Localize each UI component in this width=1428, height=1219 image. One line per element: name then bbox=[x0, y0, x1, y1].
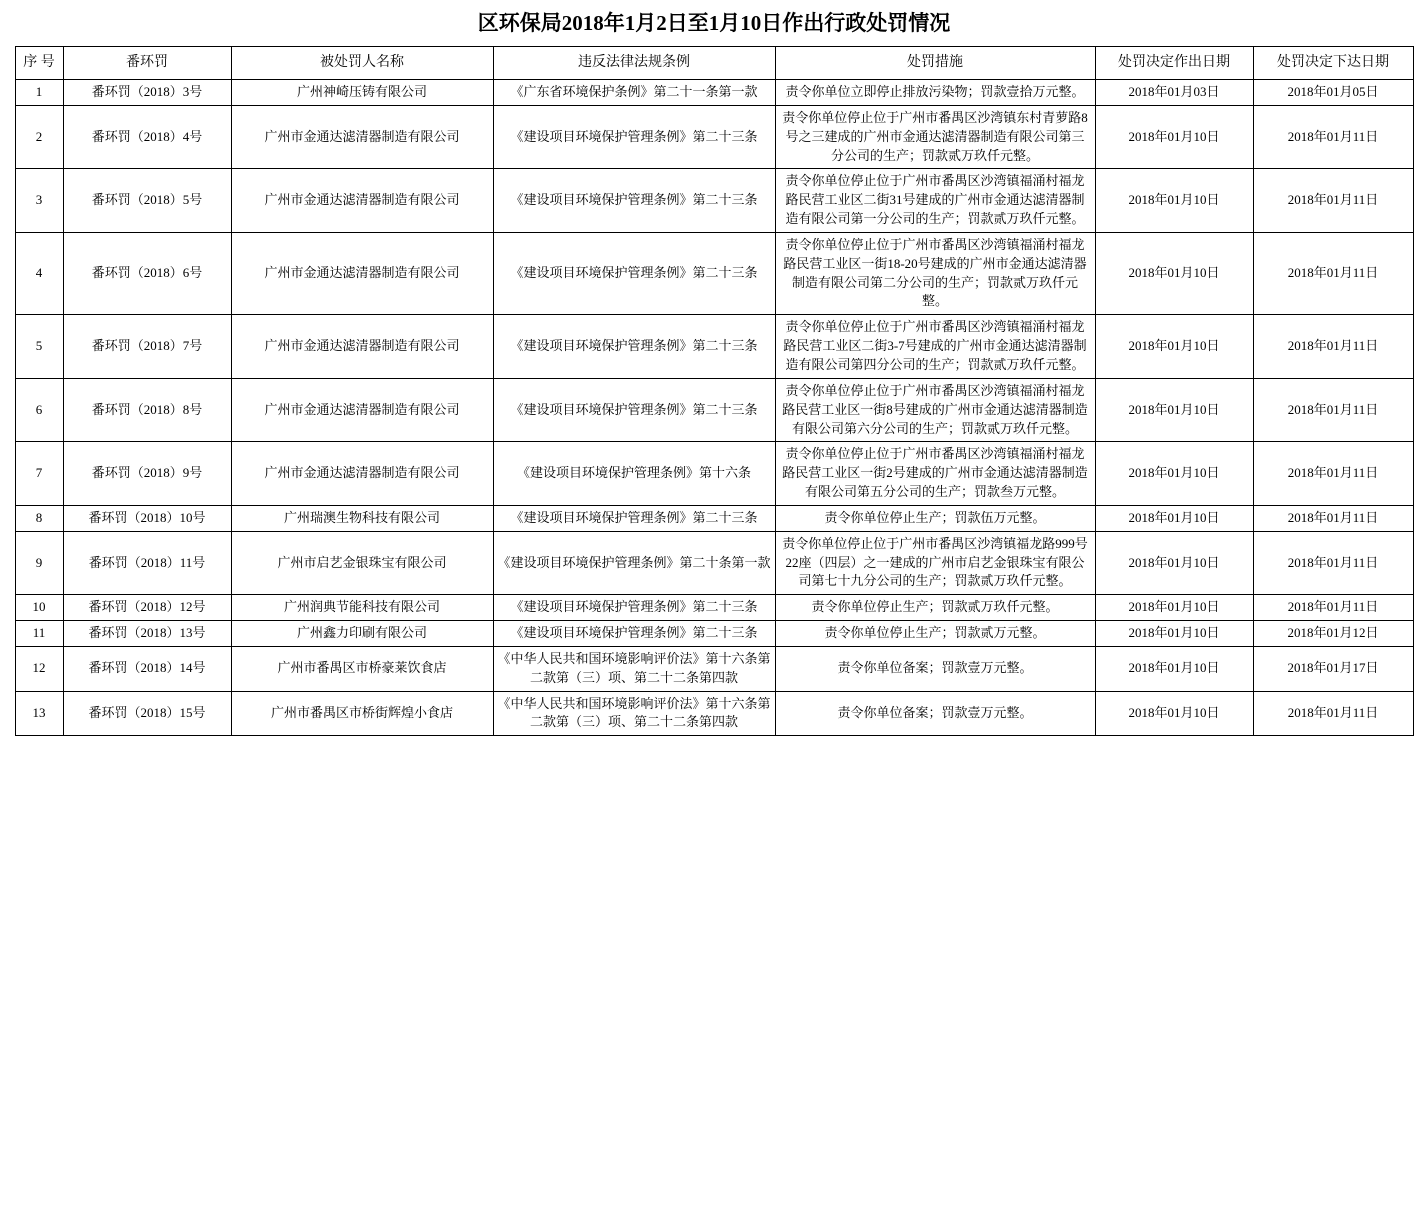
cell-decision-date: 2018年01月10日 bbox=[1095, 505, 1253, 531]
table-row bbox=[15, 315, 1413, 379]
cell-index: 7 bbox=[15, 442, 63, 506]
column-header-delivery-date: 处罚决定下达日期 bbox=[1253, 47, 1413, 80]
cell-delivery-date: 2018年01月11日 bbox=[1253, 378, 1413, 442]
table-row bbox=[15, 378, 1413, 442]
cell-decision-date: 2018年01月10日 bbox=[1095, 232, 1253, 314]
cell-name: 广州市金通达滤清器制造有限公司 bbox=[231, 378, 493, 442]
cell-name: 广州市金通达滤清器制造有限公司 bbox=[231, 232, 493, 314]
cell-decision-date: 2018年01月10日 bbox=[1095, 691, 1253, 736]
table-row bbox=[15, 232, 1413, 314]
cell-law: 《建设项目环境保护管理条例》第十六条 bbox=[493, 442, 775, 506]
cell-measure: 责令你单位停止生产；罚款贰万元整。 bbox=[775, 621, 1095, 647]
cell-decision-date: 2018年01月10日 bbox=[1095, 646, 1253, 691]
table-header-row bbox=[15, 47, 1413, 80]
column-header-measure: 处罚措施 bbox=[775, 47, 1095, 80]
column-header-decision-date: 处罚决定作出日期 bbox=[1095, 47, 1253, 80]
cell-measure: 责令你单位备案；罚款壹万元整。 bbox=[775, 691, 1095, 736]
cell-docno: 番环罚（2018）12号 bbox=[63, 595, 231, 621]
cell-docno: 番环罚（2018）11号 bbox=[63, 531, 231, 595]
column-header-index: 序 号 bbox=[15, 47, 63, 80]
cell-law: 《建设项目环境保护管理条例》第二十条第一款 bbox=[493, 531, 775, 595]
cell-decision-date: 2018年01月10日 bbox=[1095, 378, 1253, 442]
cell-name: 广州市金通达滤清器制造有限公司 bbox=[231, 442, 493, 506]
cell-docno: 番环罚（2018）9号 bbox=[63, 442, 231, 506]
cell-measure: 责令你单位备案；罚款壹万元整。 bbox=[775, 646, 1095, 691]
cell-index: 9 bbox=[15, 531, 63, 595]
table-row bbox=[15, 621, 1413, 647]
cell-measure: 责令你单位停止位于广州市番禺区沙湾镇福涌村福龙路民营工业区一街8号建成的广州市金通达滤清器制造有限公司第六分公司的生产；罚款贰万玖仟元整。 bbox=[775, 378, 1095, 442]
cell-delivery-date: 2018年01月11日 bbox=[1253, 531, 1413, 595]
cell-docno: 番环罚（2018）14号 bbox=[63, 646, 231, 691]
cell-measure: 责令你单位停止位于广州市番禺区沙湾镇福涌村福龙路民营工业区一街2号建成的广州市金通达滤清器制造有限公司第五分公司的生产；罚款叁万元整。 bbox=[775, 442, 1095, 506]
cell-delivery-date: 2018年01月11日 bbox=[1253, 315, 1413, 379]
cell-index: 12 bbox=[15, 646, 63, 691]
table-row bbox=[15, 105, 1413, 169]
cell-delivery-date: 2018年01月11日 bbox=[1253, 595, 1413, 621]
cell-docno: 番环罚（2018）13号 bbox=[63, 621, 231, 647]
cell-decision-date: 2018年01月10日 bbox=[1095, 595, 1253, 621]
cell-delivery-date: 2018年01月05日 bbox=[1253, 80, 1413, 106]
table-body bbox=[15, 80, 1413, 736]
cell-delivery-date: 2018年01月11日 bbox=[1253, 691, 1413, 736]
cell-name: 广州市金通达滤清器制造有限公司 bbox=[231, 105, 493, 169]
table-row bbox=[15, 691, 1413, 736]
cell-name: 广州神崎压铸有限公司 bbox=[231, 80, 493, 106]
cell-law: 《建设项目环境保护管理条例》第二十三条 bbox=[493, 315, 775, 379]
cell-delivery-date: 2018年01月11日 bbox=[1253, 505, 1413, 531]
cell-decision-date: 2018年01月10日 bbox=[1095, 442, 1253, 506]
cell-name: 广州市番禺区市桥街辉煌小食店 bbox=[231, 691, 493, 736]
cell-index: 5 bbox=[15, 315, 63, 379]
cell-decision-date: 2018年01月10日 bbox=[1095, 315, 1253, 379]
cell-name: 广州市金通达滤清器制造有限公司 bbox=[231, 315, 493, 379]
cell-index: 10 bbox=[15, 595, 63, 621]
cell-decision-date: 2018年01月10日 bbox=[1095, 621, 1253, 647]
cell-name: 广州润典节能科技有限公司 bbox=[231, 595, 493, 621]
cell-law: 《建设项目环境保护管理条例》第二十三条 bbox=[493, 169, 775, 233]
cell-delivery-date: 2018年01月11日 bbox=[1253, 105, 1413, 169]
cell-index: 6 bbox=[15, 378, 63, 442]
cell-decision-date: 2018年01月10日 bbox=[1095, 169, 1253, 233]
cell-delivery-date: 2018年01月11日 bbox=[1253, 232, 1413, 314]
cell-decision-date: 2018年01月10日 bbox=[1095, 531, 1253, 595]
table-row bbox=[15, 505, 1413, 531]
cell-name: 广州瑞澳生物科技有限公司 bbox=[231, 505, 493, 531]
cell-law: 《建设项目环境保护管理条例》第二十三条 bbox=[493, 232, 775, 314]
cell-name: 广州市番禺区市桥豪莱饮食店 bbox=[231, 646, 493, 691]
column-header-law: 违反法律法规条例 bbox=[493, 47, 775, 80]
cell-decision-date: 2018年01月03日 bbox=[1095, 80, 1253, 106]
cell-law: 《中华人民共和国环境影响评价法》第十六条第二款第（三）项、第二十二条第四款 bbox=[493, 691, 775, 736]
cell-measure: 责令你单位停止生产；罚款贰万玖仟元整。 bbox=[775, 595, 1095, 621]
cell-index: 8 bbox=[15, 505, 63, 531]
cell-index: 13 bbox=[15, 691, 63, 736]
cell-docno: 番环罚（2018）3号 bbox=[63, 80, 231, 106]
cell-measure: 责令你单位立即停止排放污染物；罚款壹拾万元整。 bbox=[775, 80, 1095, 106]
cell-index: 3 bbox=[15, 169, 63, 233]
table-row bbox=[15, 646, 1413, 691]
cell-law: 《建设项目环境保护管理条例》第二十三条 bbox=[493, 378, 775, 442]
cell-measure: 责令你单位停止位于广州市番禺区沙湾镇福涌村福龙路民营工业区二街3-7号建成的广州市金通达滤清器制造有限公司第四分公司的生产；罚款贰万玖仟元整。 bbox=[775, 315, 1095, 379]
column-header-name: 被处罚人名称 bbox=[231, 47, 493, 80]
table-row bbox=[15, 80, 1413, 106]
cell-index: 2 bbox=[15, 105, 63, 169]
cell-docno: 番环罚（2018）15号 bbox=[63, 691, 231, 736]
cell-measure: 责令你单位停止位于广州市番禺区沙湾镇福涌村福龙路民营工业区二街31号建成的广州市金通达滤清器制造有限公司第一分公司的生产；罚款贰万玖仟元整。 bbox=[775, 169, 1095, 233]
cell-delivery-date: 2018年01月11日 bbox=[1253, 169, 1413, 233]
cell-index: 4 bbox=[15, 232, 63, 314]
cell-index: 11 bbox=[15, 621, 63, 647]
cell-law: 《建设项目环境保护管理条例》第二十三条 bbox=[493, 505, 775, 531]
cell-index: 1 bbox=[15, 80, 63, 106]
cell-law: 《建设项目环境保护管理条例》第二十三条 bbox=[493, 595, 775, 621]
cell-name: 广州市金通达滤清器制造有限公司 bbox=[231, 169, 493, 233]
cell-delivery-date: 2018年01月12日 bbox=[1253, 621, 1413, 647]
cell-law: 《建设项目环境保护管理条例》第二十三条 bbox=[493, 621, 775, 647]
cell-name: 广州鑫力印刷有限公司 bbox=[231, 621, 493, 647]
table-row bbox=[15, 169, 1413, 233]
cell-measure: 责令你单位停止位于广州市番禺区沙湾镇东村青萝路8号之三建成的广州市金通达滤清器制造有限公司第三分公司的生产；罚款贰万玖仟元整。 bbox=[775, 105, 1095, 169]
cell-law: 《广东省环境保护条例》第二十一条第一款 bbox=[493, 80, 775, 106]
penalty-table bbox=[15, 46, 1414, 736]
cell-docno: 番环罚（2018）7号 bbox=[63, 315, 231, 379]
cell-docno: 番环罚（2018）5号 bbox=[63, 169, 231, 233]
cell-docno: 番环罚（2018）8号 bbox=[63, 378, 231, 442]
cell-decision-date: 2018年01月10日 bbox=[1095, 105, 1253, 169]
cell-docno: 番环罚（2018）10号 bbox=[63, 505, 231, 531]
table-header bbox=[15, 47, 1413, 80]
table-row bbox=[15, 442, 1413, 506]
cell-law: 《建设项目环境保护管理条例》第二十三条 bbox=[493, 105, 775, 169]
cell-measure: 责令你单位停止位于广州市番禺区沙湾镇福龙路999号22座（四层）之一建成的广州市启艺金银珠宝有限公司第七十九分公司的生产；罚款贰万玖仟元整。 bbox=[775, 531, 1095, 595]
cell-measure: 责令你单位停止位于广州市番禺区沙湾镇福涌村福龙路民营工业区一街18-20号建成的广州市金通达滤清器制造有限公司第二分公司的生产；罚款贰万玖仟元整。 bbox=[775, 232, 1095, 314]
table-row bbox=[15, 531, 1413, 595]
cell-name: 广州市启艺金银珠宝有限公司 bbox=[231, 531, 493, 595]
column-header-docno: 番环罚 bbox=[63, 47, 231, 80]
cell-delivery-date: 2018年01月17日 bbox=[1253, 646, 1413, 691]
cell-delivery-date: 2018年01月11日 bbox=[1253, 442, 1413, 506]
table-row bbox=[15, 595, 1413, 621]
page-title: 区环保局2018年1月2日至1月10日作出行政处罚情况 bbox=[477, 11, 951, 35]
cell-docno: 番环罚（2018）4号 bbox=[63, 105, 231, 169]
cell-docno: 番环罚（2018）6号 bbox=[63, 232, 231, 314]
cell-measure: 责令你单位停止生产；罚款伍万元整。 bbox=[775, 505, 1095, 531]
cell-law: 《中华人民共和国环境影响评价法》第十六条第二款第（三）项、第二十二条第四款 bbox=[493, 646, 775, 691]
